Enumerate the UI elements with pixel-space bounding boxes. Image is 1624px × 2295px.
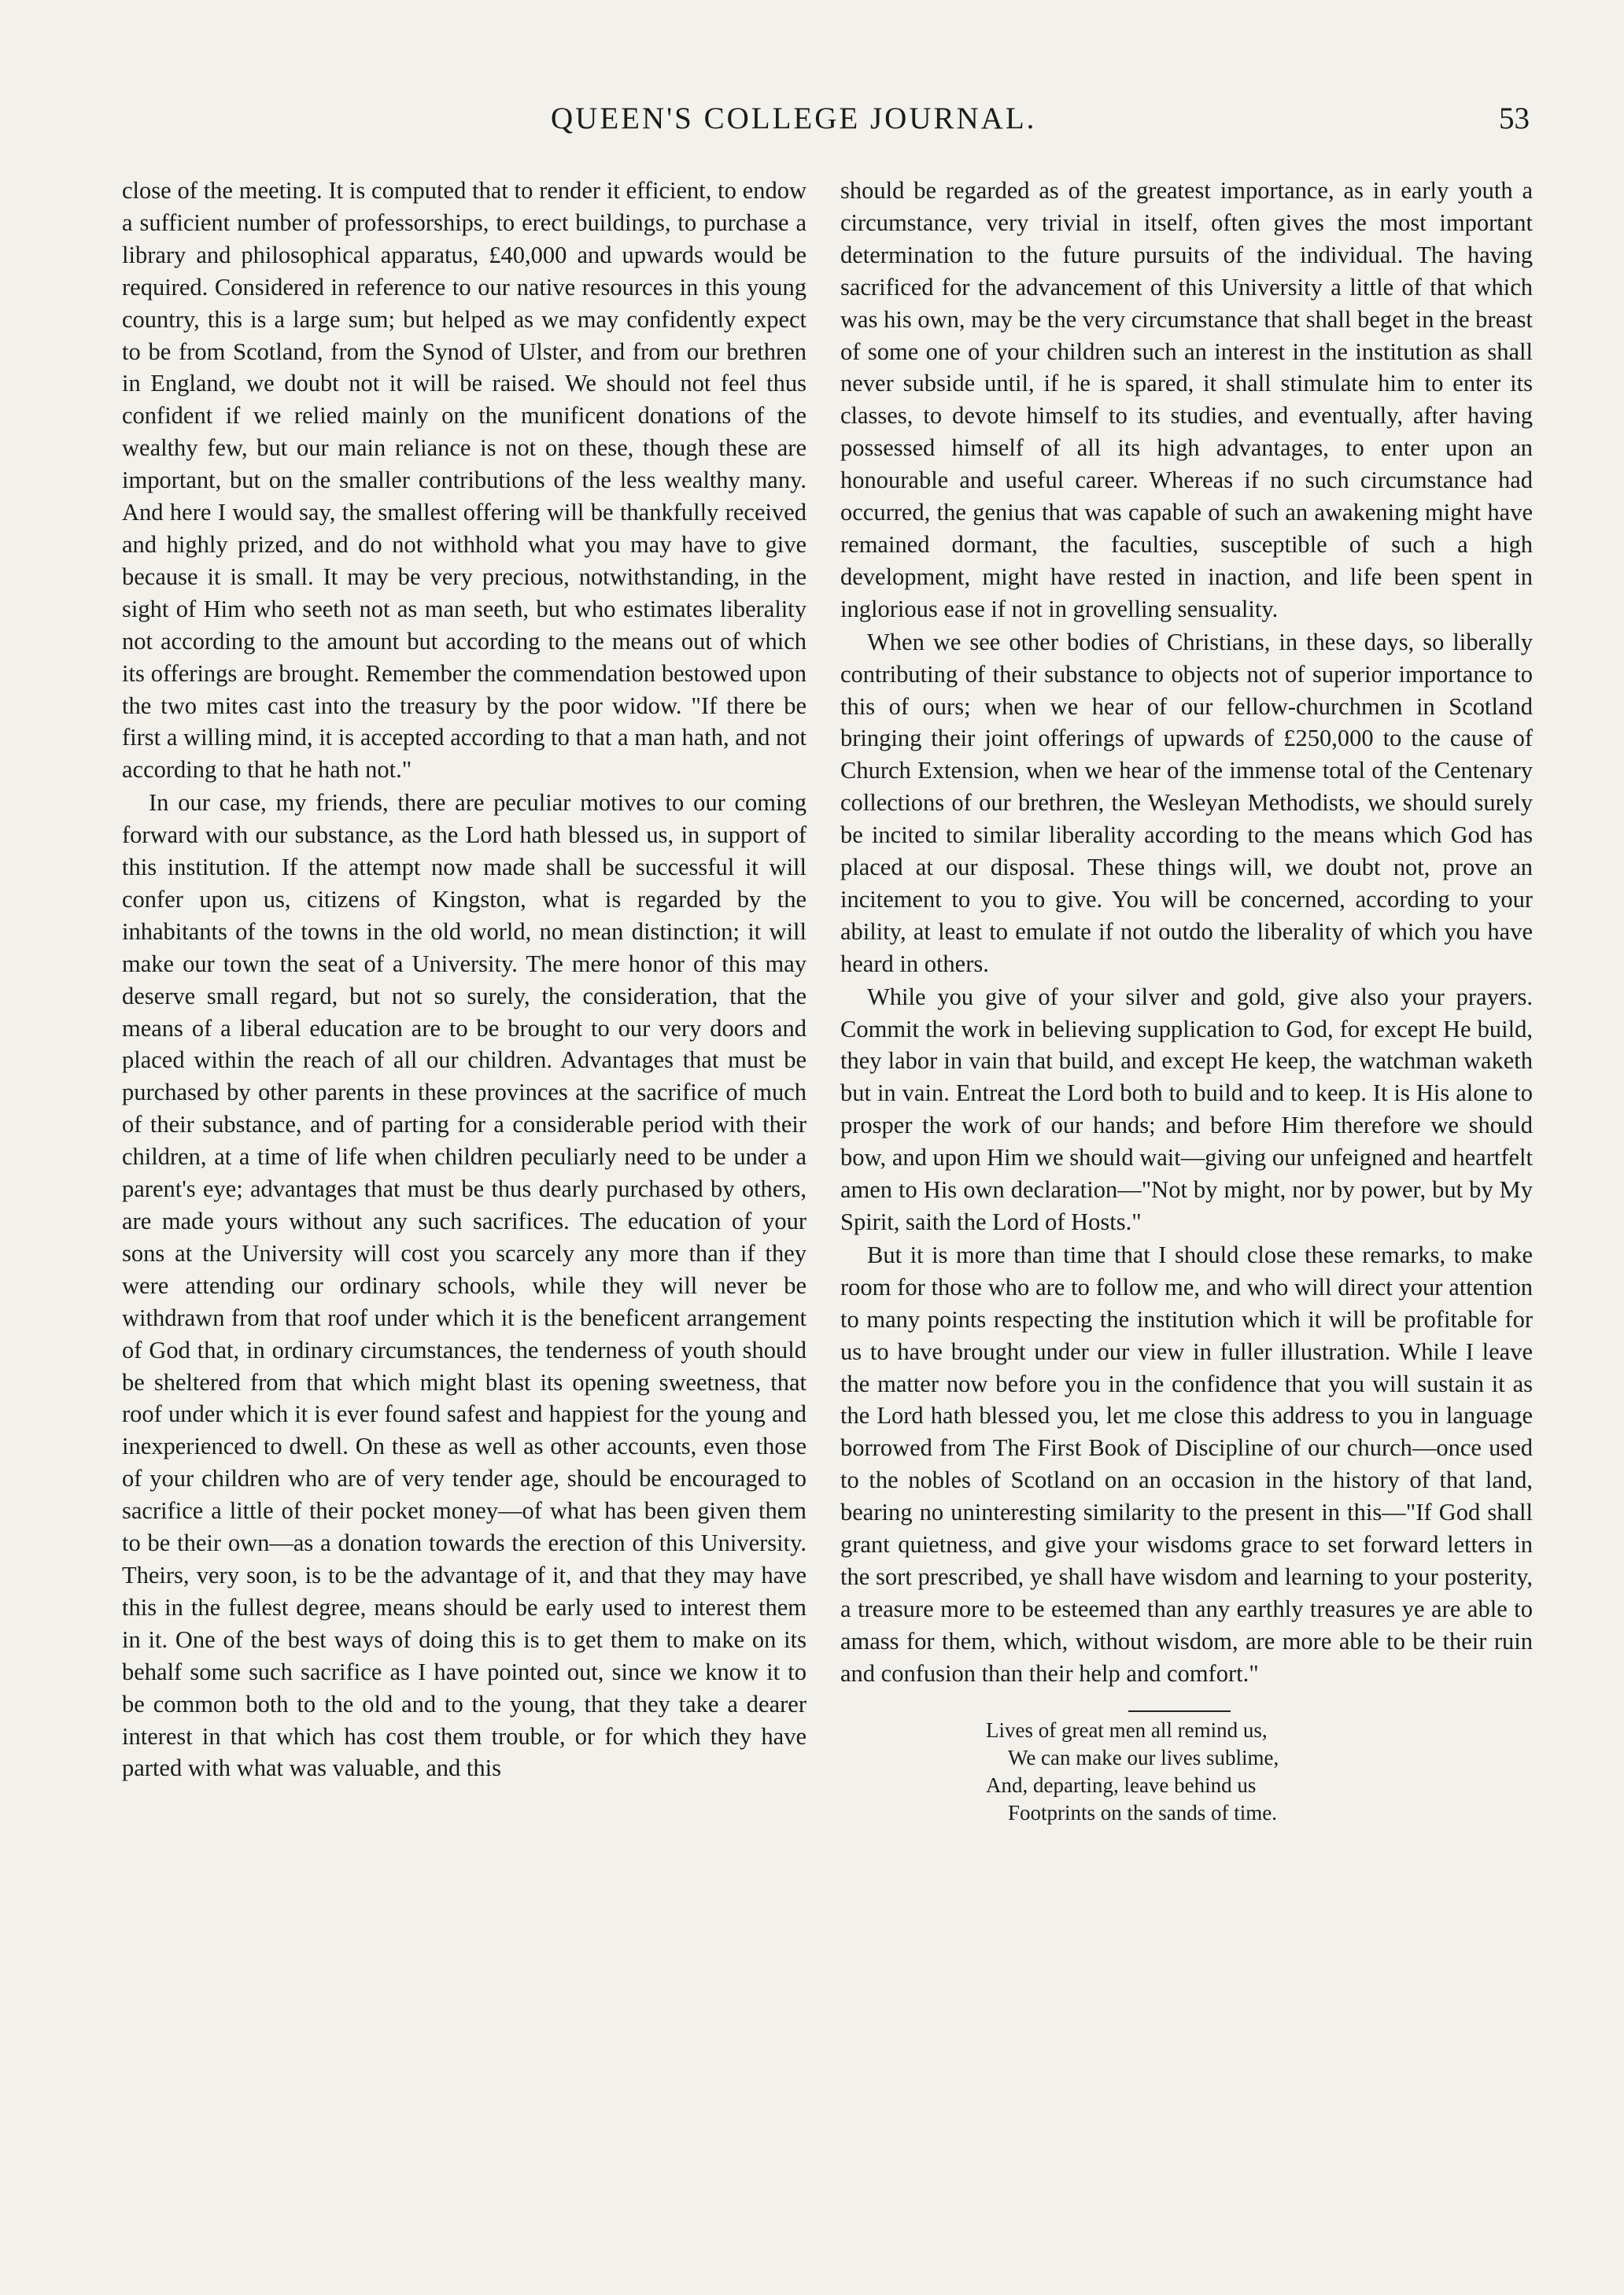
poem-line: Footprints on the sands of time.	[1008, 1800, 1277, 1825]
section-divider	[1128, 1710, 1231, 1712]
paragraph: When we see other bodies of Christians, in these days, so liberally contributing of their substance to objects not of superior importance to this of ours; when we hear of our fellow-churchmen in Scotland bringing their joint offerings of upwards of £250,000 to the cause of Church Extension, when we hear of the immense total of the Centenary collections of our brethren, the Wesleyan Methodists, we should surely be incited to similar liberality according to the means which God has placed at our disposal. These things will, we doubt not, prove an incitement to you to give. You will be concerned, according to your ability, at least to emulate if not outdo the liberality of which you have heard in others.	[840, 628, 1533, 977]
paragraph: close of the meeting. It is computed that to render it efficient, to endow a sufficient number of professorships, to erect buildings, to purchase a library and philosophical apparatus, £40,000 and upwards would be required. Considered in reference to our native resources in this young country, this is a large sum; but helped as we may confidently expect to be from Scotland, from the Synod of Ulster, and from our brethren in England, we doubt not it will be raised. We should not feel thus confident if we relied mainly on the munificent donations of the wealthy few, but our main reliance is not on these, though these are important, but on the smaller contributions of the less wealthy many. And here I would say, the smallest offering will be thankfully received and highly prized, and do not withhold what you may have to give because it is small. It may be very precious, notwithstanding, in the sight of Him who seeth not as man seeth, but who estimates liberality not according to the amount but according to the means out of which its offerings are brought. Remember the commendation bestowed upon the two mites cast into the treasury by the poor widow. "If there be first a willing mind, it is accepted according to that a man hath, and not according to that he hath not."	[122, 177, 806, 784]
paragraph: But it is more than time that I should close these remarks, to make room for those who are to follow me, and who will direct your attention to many points respecting the institution which it will be profitable for us to have brought under our view in fuller illustration. While I leave the matter now before you in the confidence that you will sustain it as the Lord hath blessed you, let me close this address to you in language borrowed from The First Book of Discipline of our church—once used to the nobles of Scotland on an occasion in the history of that land, bearing no uninteresting similarity to the present in this—"If God shall grant quietness, and give your wisdoms grace to set forward letters in the sort prescribed, ye shall have wisdom and learning to your posterity, a treasure more to be esteemed than any earthly treasures ye are able to amass for them, which, without wisdom, are more able to be their ruin and confusion than their help and comfort."	[840, 1241, 1533, 1687]
running-title: QUEEN'S COLLEGE JOURNAL.	[551, 101, 1037, 135]
poem-line: Lives of great men all remind us,	[986, 1718, 1268, 1742]
poem-line: And, departing, leave behind us	[986, 1773, 1257, 1797]
right-column	[840, 175, 1533, 1827]
paragraph: should be regarded as of the greatest importance, as in early youth a circumstance, very trivial in itself, often gives the most important determination to the future pursuits of the individual. The having sacrificed for the advancement of this University a little of that which was his own, may be the very circumstance that shall beget in the breast of some one of your children such an interest in the institution as shall never subside until, if he is spared, it shall stimulate him to enter its classes, to devote himself to its studies, and eventually, after having possessed himself of all its high advantages, to enter upon an honourable and useful career. Whereas if no such circumstance had occurred, the genius that was capable of such an awakening might have remained dormant, the faculties, susceptible of such a high development, might have rested in inaction, and life been spent in inglorious ease if not in grovelling sensuality.	[840, 177, 1533, 622]
poem-stanza	[986, 1717, 1533, 1827]
paragraph: In our case, my friends, there are peculiar motives to our coming forward with our substance, as the Lord hath blessed us, in support of this institution. If the attempt now made shall be successful it will confer upon us, citizens of Kingston, what is regarded by the inhabitants of the towns in the old world, no mean distinction; it will make our town the seat of a University. The mere honor of this may deserve small regard, but not so surely, the consideration, that the means of a liberal education are to be brought to our very doors and placed within the reach of all our children. Advantages that must be purchased by other parents in these provinces at the sacrifice of much of their substance, and of parting for a considerable period with their children, at a time of life when children peculiarly need to be under a parent's eye; advantages that must be thus dearly purchased by others, are made yours without any such sacrifices. The education of your sons at the University will cost you scarcely any more than if they were attending our ordinary schools, while they will never be withdrawn from that roof under which it is the beneficent arrangement of God that, in ordinary circumstances, the tenderness of youth should be sheltered from that which might blast its opening sweetness, that roof under which it is ever found safest and happiest for the young and inexperienced to dwell. On these as well as other accounts, even those of your children who are of very tender age, should be encouraged to sacrifice a little of their pocket money—of what has been given them to be their own—as a donation towards the erection of this University. Theirs, very soon, is to be the advantage of it, and that they may have this in the fullest degree, means should be early used to interest them in it. One of the best ways of doing this is to get them to make on its behalf some such sacrifice as I have pointed out, since we know it to be common both to the old and to the young, that they take a dearer interest in that which has cost them trouble, or for which they have parted with what was valuable, and this	[122, 789, 806, 1782]
paragraph: While you give of your silver and gold, give also your prayers. Commit the work in believing supplication to God, for except He build, they labor in vain that build, and except He keep, the watchman waketh but in vain. Entreat the Lord both to build and to keep. It is His alone to prosper the work of our hands; and before Him therefore we should bow, and upon Him we should wait—giving our unfeigned and heartfelt amen to His own declaration—"Not by might, nor by power, but by My Spirit, saith the Lord of Hosts."	[840, 983, 1533, 1235]
poem-line: We can make our lives sublime,	[1008, 1745, 1279, 1769]
left-column	[122, 175, 806, 1784]
page-number: 53	[1499, 101, 1530, 135]
page-header	[0, 101, 1624, 148]
